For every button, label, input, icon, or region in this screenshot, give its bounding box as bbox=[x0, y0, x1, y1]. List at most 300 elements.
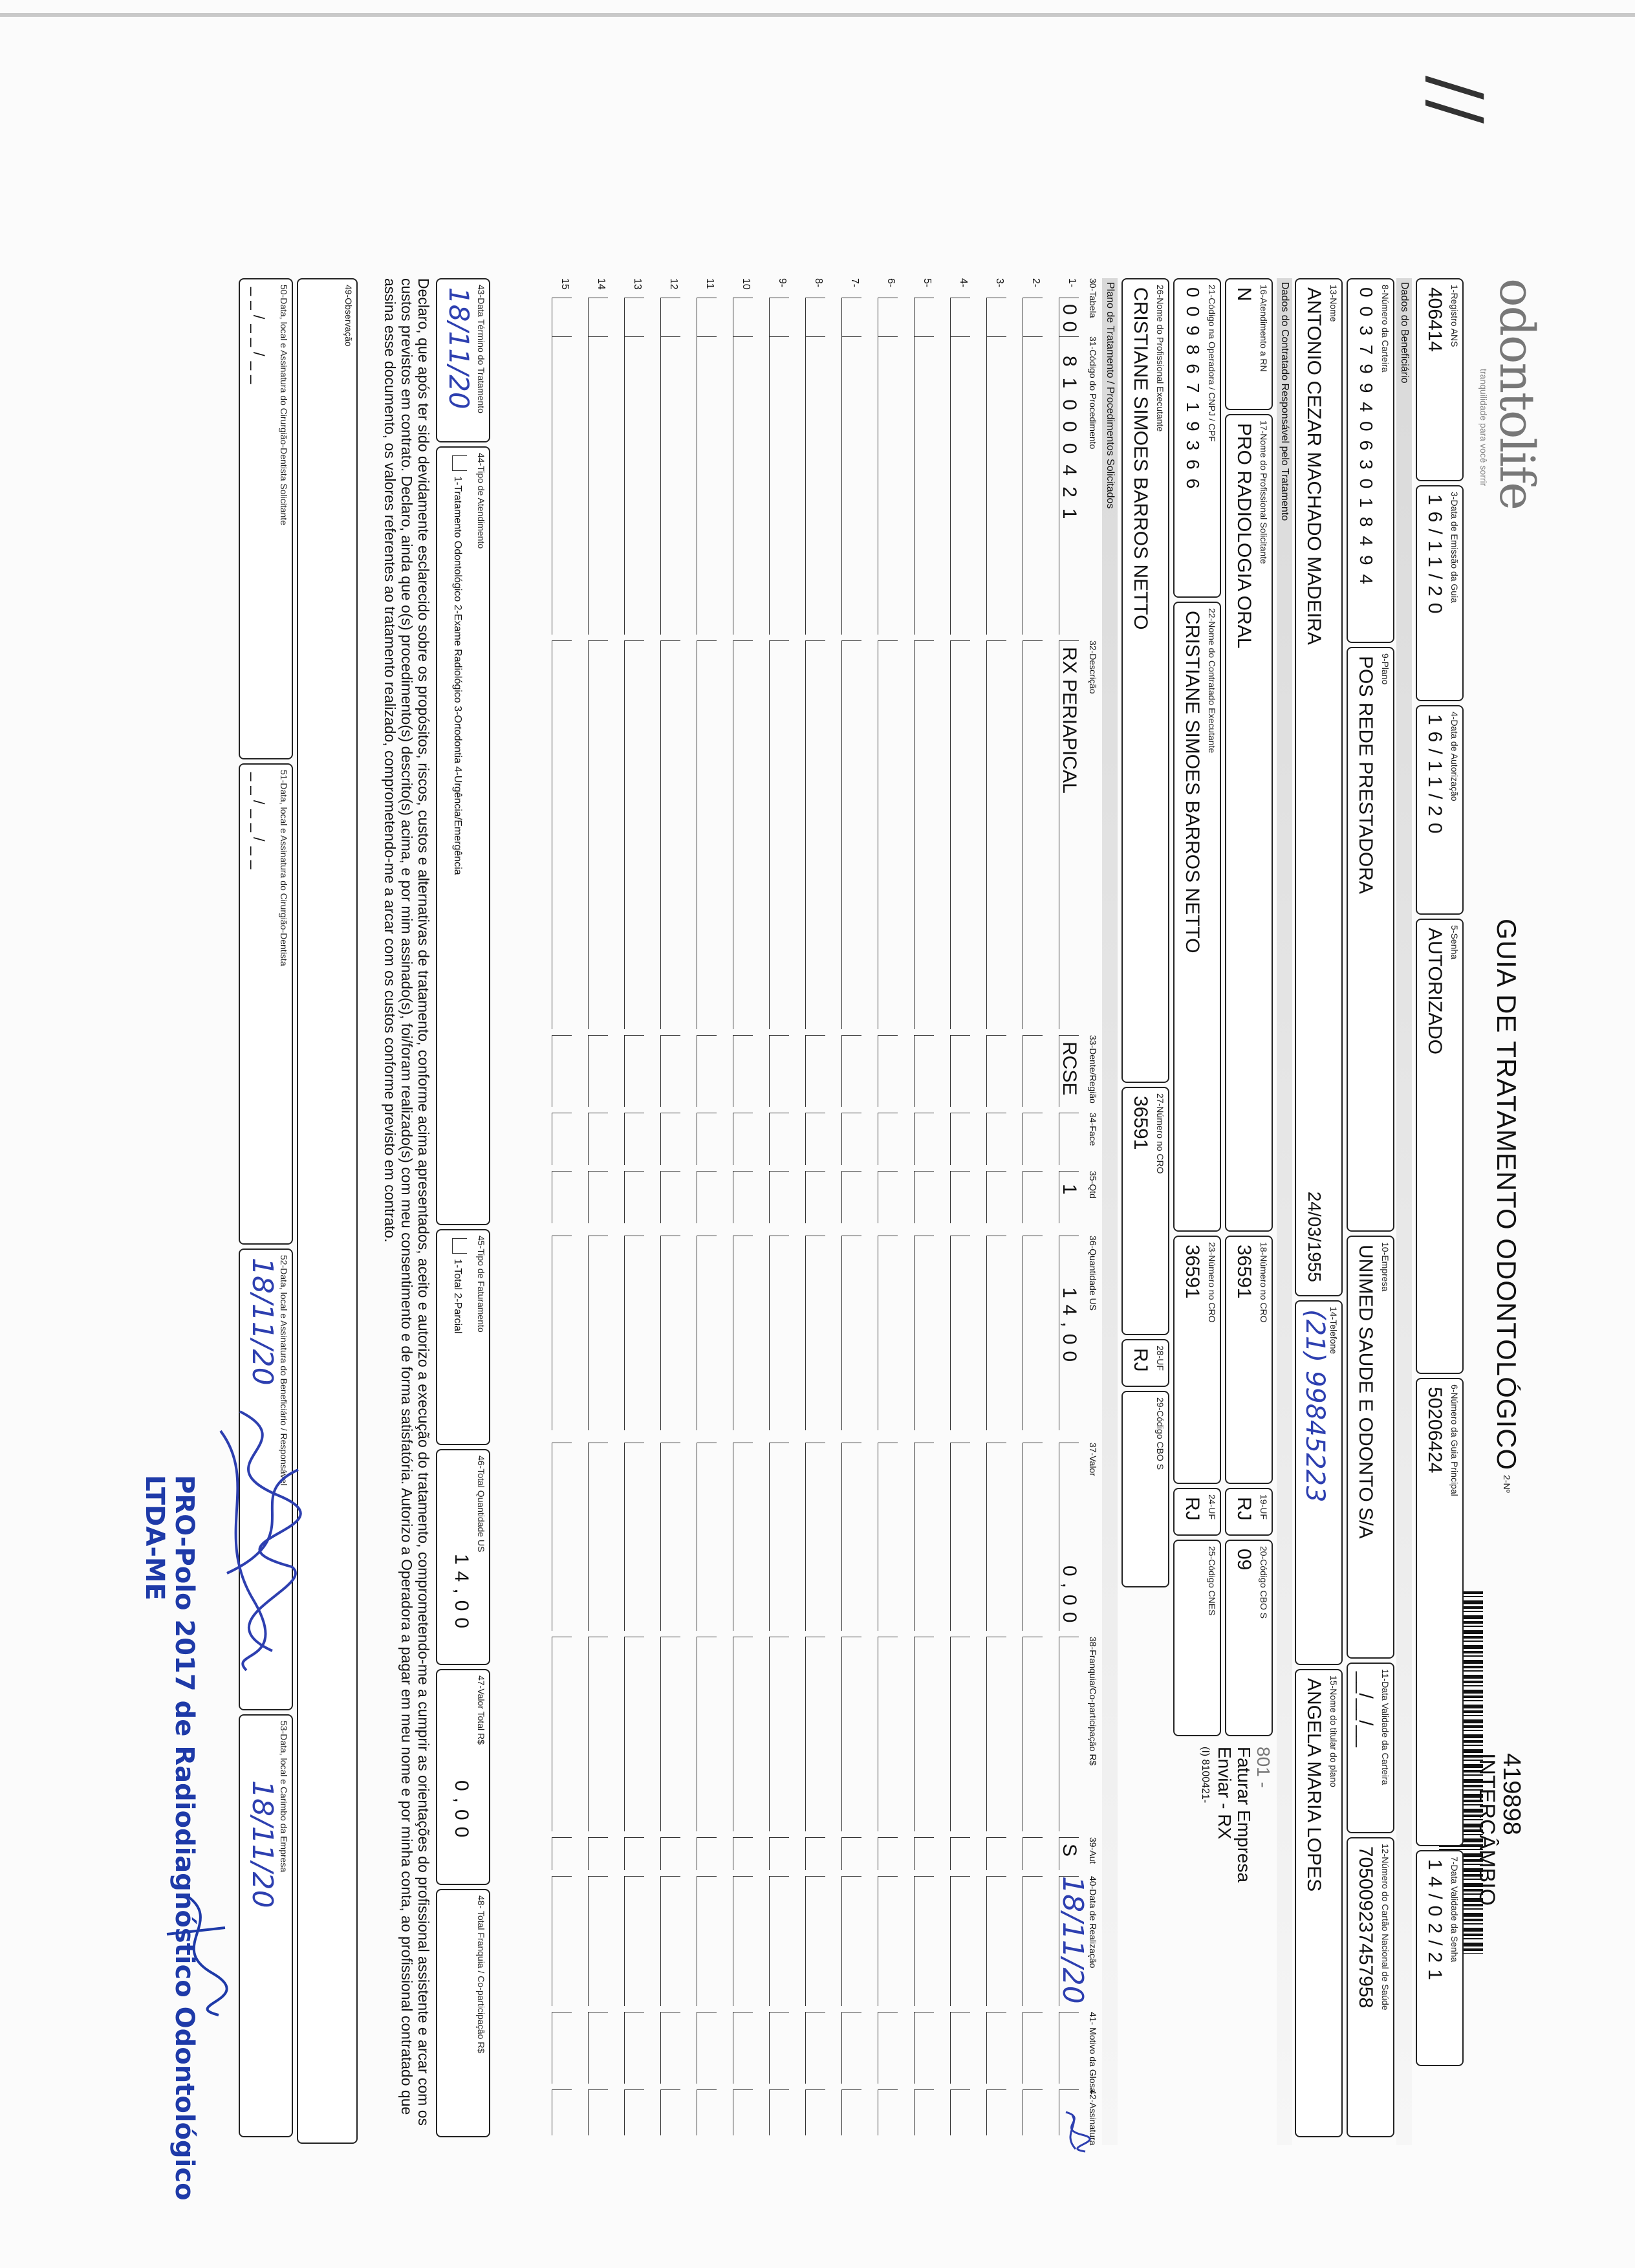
row-field-line[interactable] bbox=[878, 640, 898, 1029]
row-field-line[interactable] bbox=[986, 336, 1006, 635]
row1-dente-regiao[interactable]: RCSE bbox=[1059, 1041, 1080, 1096]
billing-note-procedure: (I) 8100421- bbox=[1200, 1747, 1211, 1804]
row-field-line[interactable] bbox=[805, 1171, 825, 1223]
row-field-line[interactable] bbox=[660, 336, 680, 635]
row-field-line[interactable] bbox=[986, 1837, 1006, 1870]
row-field-line[interactable] bbox=[950, 1113, 970, 1165]
row-field-line[interactable] bbox=[733, 1035, 753, 1107]
row-field-line[interactable] bbox=[733, 1443, 753, 1631]
row-field-line[interactable] bbox=[697, 1171, 717, 1223]
field-observacao[interactable]: 49-Observação bbox=[297, 278, 358, 2144]
row-field-line[interactable] bbox=[1023, 336, 1043, 635]
row1-data-realizacao[interactable]: 18/11/20 bbox=[1056, 1876, 1089, 2004]
row-field-line[interactable] bbox=[841, 1837, 861, 1870]
row-field-line[interactable] bbox=[697, 1837, 717, 1870]
row-field-line[interactable] bbox=[950, 2089, 970, 2135]
row-field-line[interactable] bbox=[733, 1236, 753, 1430]
row-field-line[interactable] bbox=[914, 1443, 934, 1631]
row-field-line[interactable] bbox=[733, 1113, 753, 1165]
row-field-line[interactable] bbox=[769, 1876, 789, 2006]
nome-value: ANTONIO CEZAR MACHADO MADEIRA bbox=[1303, 287, 1325, 645]
row-field-line[interactable] bbox=[697, 1113, 717, 1165]
row-field-line[interactable] bbox=[697, 298, 717, 337]
row1-codigo[interactable]: 81000421 bbox=[1059, 356, 1080, 530]
row-field-line[interactable] bbox=[1023, 1443, 1043, 1631]
field-uf-solicitante[interactable]: 19-UF RJ bbox=[1225, 1488, 1273, 1536]
row-field-line[interactable] bbox=[697, 1035, 717, 1107]
row-field-line[interactable] bbox=[588, 298, 608, 337]
row-field-line[interactable] bbox=[769, 298, 789, 337]
uf-solicitante-value: RJ bbox=[1233, 1497, 1255, 1521]
row-field-line[interactable] bbox=[986, 1876, 1006, 2006]
row-field-line[interactable] bbox=[660, 1837, 680, 1870]
row-field-line[interactable] bbox=[588, 1637, 608, 1831]
assinatura-solicitante-date: __/__/__ bbox=[250, 287, 267, 389]
row-field-line[interactable] bbox=[914, 298, 934, 337]
row-field-line[interactable] bbox=[588, 1171, 608, 1223]
contratado-executante-value: CRISTIANE SIMOES BARROS NETTO bbox=[1182, 611, 1203, 954]
row-field-line[interactable] bbox=[914, 1637, 934, 1831]
row-field-line[interactable] bbox=[697, 2089, 717, 2135]
row1-quantidade-us[interactable]: 14,00 bbox=[1059, 1287, 1080, 1369]
row-field-line[interactable] bbox=[914, 1837, 934, 1870]
data-autorizacao-value: 16/11/20 bbox=[1424, 714, 1446, 840]
row-field-line[interactable] bbox=[986, 298, 1006, 337]
field-plano[interactable]: 9-Plano POS REDE PRESTADORA bbox=[1347, 647, 1394, 1232]
row-field-line[interactable] bbox=[1023, 1113, 1043, 1165]
row-field-line[interactable] bbox=[552, 1443, 572, 1631]
row-field-line[interactable] bbox=[1059, 1113, 1079, 1165]
atendimento-rn-value: N bbox=[1233, 287, 1255, 301]
row-field-line[interactable] bbox=[878, 1113, 898, 1165]
form-title: GUIA DE TRATAMENTO ODONTOLÓGICO bbox=[1491, 919, 1522, 1471]
procedures-table bbox=[523, 278, 1118, 2146]
row-field-line[interactable] bbox=[624, 1171, 644, 1223]
row-field-line[interactable] bbox=[552, 1171, 572, 1223]
field-tipo-faturamento[interactable]: 45-Tipo de Faturamento 1-Total 2-Parcial bbox=[436, 1229, 490, 1445]
row1-descricao[interactable]: RX PERIAPICAL bbox=[1059, 647, 1080, 794]
row-field-line[interactable] bbox=[950, 1443, 970, 1631]
field-profissional-solicitante[interactable]: 17-Nome do Profissional Solicitante PRO RADIOLOGIA ORAL bbox=[1225, 414, 1273, 1232]
row-number: 12 bbox=[668, 278, 679, 290]
row-field-line[interactable] bbox=[1023, 2012, 1043, 2084]
field-senha[interactable]: 5-Senha AUTORIZADO bbox=[1416, 919, 1464, 1374]
row-field-line[interactable] bbox=[914, 1171, 934, 1223]
field-telefone[interactable]: 14-Telefone (21) 99845223 bbox=[1295, 1300, 1343, 1665]
row-field-line[interactable] bbox=[733, 640, 753, 1029]
row-field-line[interactable] bbox=[914, 1236, 934, 1430]
row-field-line[interactable] bbox=[588, 1236, 608, 1430]
row-field-line[interactable] bbox=[624, 1637, 644, 1831]
procedure-row[interactable] bbox=[839, 278, 868, 2141]
row-field-line[interactable] bbox=[805, 640, 825, 1029]
row-field-line[interactable] bbox=[1023, 1837, 1043, 1870]
procedure-row[interactable] bbox=[1057, 278, 1085, 2141]
odontolife-logo bbox=[1478, 278, 1544, 509]
row-field-line[interactable] bbox=[624, 1113, 644, 1165]
uf-executante-value: RJ bbox=[1130, 1348, 1151, 1372]
row-field-line[interactable] bbox=[624, 2012, 644, 2084]
row-field-line[interactable] bbox=[588, 1876, 608, 2006]
row-field-line[interactable] bbox=[660, 1236, 680, 1430]
procedure-row[interactable] bbox=[622, 278, 651, 2141]
row-field-line[interactable] bbox=[552, 298, 572, 337]
row-field-line[interactable] bbox=[733, 2012, 753, 2084]
col-valor: 37-Valor bbox=[1088, 1443, 1098, 1476]
row-field-line[interactable] bbox=[660, 640, 680, 1029]
row-field-line[interactable] bbox=[914, 640, 934, 1029]
row-field-line[interactable] bbox=[660, 1113, 680, 1165]
assinatura-beneficiario-date: 18/11/20 bbox=[246, 1258, 279, 1386]
row-field-line[interactable] bbox=[552, 2012, 572, 2084]
field-atendimento-rn[interactable]: 16-Atendimento a RN N bbox=[1225, 278, 1273, 410]
birth-date: 24/03/1955 bbox=[1305, 1191, 1325, 1282]
row-field-line[interactable] bbox=[841, 1876, 861, 2006]
row-field-line[interactable] bbox=[986, 2012, 1006, 2084]
row-field-line[interactable] bbox=[914, 1113, 934, 1165]
row-field-line[interactable] bbox=[1023, 2089, 1043, 2135]
procedure-row[interactable] bbox=[948, 278, 977, 2141]
row-field-line[interactable] bbox=[769, 1035, 789, 1107]
row-field-line[interactable] bbox=[841, 2089, 861, 2135]
row-field-line[interactable] bbox=[841, 1637, 861, 1831]
row-field-line[interactable] bbox=[769, 2089, 789, 2135]
field-data-termino[interactable]: 43-Data Término do Tratamento 18/11/20 bbox=[436, 278, 490, 442]
valor-total-value: 0,00 bbox=[451, 1780, 472, 1844]
row-number: 8- bbox=[813, 278, 824, 288]
field-total-franquia[interactable]: 48- Total Franquia / Co-participação R$ bbox=[436, 1889, 490, 2137]
row-field-line[interactable] bbox=[552, 1876, 572, 2006]
guide-number-label: 2-Nº bbox=[1502, 1475, 1512, 1493]
row-field-line[interactable] bbox=[805, 2089, 825, 2135]
field-cro-solicitante[interactable]: 18-Número no CRO 36591 bbox=[1225, 1236, 1273, 1484]
row-field-line[interactable] bbox=[624, 298, 644, 337]
row-field-line[interactable] bbox=[805, 1236, 825, 1430]
row-field-line[interactable] bbox=[552, 1837, 572, 1870]
empresa-value: UNIMED SAUDE E ODONTO S/A bbox=[1355, 1245, 1376, 1539]
row-field-line[interactable] bbox=[950, 336, 970, 635]
field-data-autorizacao[interactable]: 4-Data de Autorização 16/11/20 bbox=[1416, 705, 1464, 915]
row-field-line[interactable] bbox=[588, 640, 608, 1029]
row-field-line[interactable] bbox=[588, 1035, 608, 1107]
tipo-faturamento-options: 1-Total 2-Parcial bbox=[452, 1259, 463, 1334]
codigo-operadora-value: 00986719366 bbox=[1183, 287, 1203, 498]
row-field-line[interactable] bbox=[588, 1113, 608, 1165]
contractor-section bbox=[1273, 278, 1292, 2141]
row-field-line[interactable] bbox=[733, 1637, 753, 1831]
row-field-line[interactable] bbox=[660, 1443, 680, 1631]
row-field-line[interactable] bbox=[841, 336, 861, 635]
procedure-row[interactable] bbox=[550, 278, 578, 2141]
row-field-line[interactable] bbox=[914, 2089, 934, 2135]
row-field-line[interactable] bbox=[769, 336, 789, 635]
row-field-line[interactable] bbox=[588, 2012, 608, 2084]
field-valor-total[interactable]: 47-Valor Total R$ 0,00 bbox=[436, 1669, 490, 1885]
field-cartao-nacional-saude[interactable]: 12-Número do Cartão Nacional de Saúde 705009237457958 bbox=[1347, 1837, 1394, 2137]
row-field-line[interactable] bbox=[1059, 1171, 1079, 1223]
row-field-line[interactable] bbox=[950, 1876, 970, 2006]
field-profissional-executante[interactable]: 26-Nome do Profissional Executante CRISTIANE SIMOES BARROS NETTO bbox=[1121, 278, 1169, 1083]
senha-value: AUTORIZADO bbox=[1424, 928, 1446, 1055]
row-field-line[interactable] bbox=[986, 1443, 1006, 1631]
field-guia-principal[interactable]: 6-Número da Guia Principal 50206424 bbox=[1416, 1378, 1464, 1846]
row-field-line[interactable] bbox=[950, 640, 970, 1029]
col-descricao: 32-Descrição bbox=[1088, 640, 1098, 694]
logo-text: odontolife bbox=[1489, 278, 1544, 509]
assinatura-dentista-date: __/__/__ bbox=[250, 772, 267, 875]
row-field-line[interactable] bbox=[841, 1236, 861, 1430]
row-field-line[interactable] bbox=[624, 640, 644, 1029]
field-uf-executante[interactable]: 28-UF RJ bbox=[1121, 1339, 1169, 1387]
row-field-line[interactable] bbox=[1023, 1035, 1043, 1107]
row-field-line[interactable] bbox=[914, 1876, 934, 2006]
row-field-line[interactable] bbox=[841, 298, 861, 337]
row-field-line[interactable] bbox=[1023, 640, 1043, 1029]
row-field-line[interactable] bbox=[588, 1837, 608, 1870]
row-field-line[interactable] bbox=[986, 2089, 1006, 2135]
field-carimbo-empresa[interactable]: 53-Data, local e Carimbo da Empresa 18/11/20 bbox=[239, 1714, 293, 2137]
row-field-line[interactable] bbox=[878, 1236, 898, 1430]
row-field-line[interactable] bbox=[986, 1637, 1006, 1831]
row-number: 14 bbox=[596, 278, 607, 290]
field-cnes[interactable]: 25-Código CNES bbox=[1173, 1540, 1221, 1736]
row-number: 2- bbox=[1030, 278, 1041, 288]
row-field-line[interactable] bbox=[1023, 1171, 1043, 1223]
row-field-line[interactable] bbox=[624, 1443, 644, 1631]
field-registro-ans[interactable]: 1-Registro ANS 406414 bbox=[1416, 278, 1464, 481]
row-field-line[interactable] bbox=[552, 2089, 572, 2135]
col-codigo: 31-Código do Procedimento bbox=[1088, 336, 1098, 450]
row-field-line[interactable] bbox=[660, 2089, 680, 2135]
row-field-line[interactable] bbox=[552, 336, 572, 635]
row-field-line[interactable] bbox=[986, 1035, 1006, 1107]
tipo-faturamento-checkbox[interactable] bbox=[452, 1238, 467, 1254]
row-field-line[interactable] bbox=[878, 1443, 898, 1631]
row-field-line[interactable] bbox=[805, 1637, 825, 1831]
row-field-line[interactable] bbox=[660, 1876, 680, 2006]
row-field-line[interactable] bbox=[914, 336, 934, 635]
procedure-row[interactable] bbox=[767, 278, 796, 2141]
row-field-line[interactable] bbox=[769, 1837, 789, 1870]
row-field-line[interactable] bbox=[624, 336, 644, 635]
row-field-line[interactable] bbox=[769, 1443, 789, 1631]
row-field-line[interactable] bbox=[552, 1113, 572, 1165]
field-numero-carteira[interactable]: 8-Número da Carteira 0037994063018494 bbox=[1347, 278, 1394, 643]
row-field-line[interactable] bbox=[878, 1035, 898, 1107]
row-field-line[interactable] bbox=[805, 1113, 825, 1165]
row-field-line[interactable] bbox=[697, 336, 717, 635]
row-field-line[interactable] bbox=[769, 1236, 789, 1430]
row-field-line[interactable] bbox=[552, 640, 572, 1029]
row-field-line[interactable] bbox=[1023, 1637, 1043, 1831]
row-field-line[interactable] bbox=[841, 2012, 861, 2084]
row-field-line[interactable] bbox=[878, 2012, 898, 2084]
row-field-line[interactable] bbox=[950, 1837, 970, 1870]
row1-aut[interactable]: S bbox=[1059, 1844, 1080, 1857]
row-field-line[interactable] bbox=[769, 1171, 789, 1223]
row1-qtd[interactable]: 1 bbox=[1059, 1184, 1080, 1195]
row-field-line[interactable] bbox=[697, 1236, 717, 1430]
row-field-line[interactable] bbox=[805, 1443, 825, 1631]
col-assinatura: 42-Assinatura bbox=[1088, 2089, 1098, 2146]
row-field-line[interactable] bbox=[769, 1113, 789, 1165]
row-field-line[interactable] bbox=[841, 1171, 861, 1223]
row-field-line[interactable] bbox=[914, 2012, 934, 2084]
field-titular-plano[interactable]: 15-Nome do titular do plano ANGELA MARIA LOPES bbox=[1295, 1669, 1343, 2137]
field-uf-contratado[interactable]: 24-UF RJ bbox=[1173, 1488, 1221, 1536]
row-field-line[interactable] bbox=[841, 640, 861, 1029]
field-assinatura-dentista[interactable]: 51-Data, local e Assinatura do Cirurgião-Dentista __/__/__ bbox=[239, 763, 293, 1245]
row-field-line[interactable] bbox=[841, 1443, 861, 1631]
row-field-line[interactable] bbox=[878, 1837, 898, 1870]
field-validade-carteira[interactable]: 11-Data Validade da Carteira __/__/__ bbox=[1347, 1663, 1394, 1833]
row-number: 6- bbox=[885, 278, 896, 288]
row-field-line[interactable] bbox=[552, 1236, 572, 1430]
numero-carteira-value: 0037994063018494 bbox=[1356, 287, 1376, 594]
registro-ans-value: 406414 bbox=[1424, 287, 1446, 353]
row-field-line[interactable] bbox=[1023, 298, 1043, 337]
row-field-line[interactable] bbox=[1059, 2012, 1079, 2084]
row-field-line[interactable] bbox=[950, 298, 970, 337]
row-field-line[interactable] bbox=[878, 1171, 898, 1223]
col-dente-regiao: 33-Dente/Região bbox=[1088, 1035, 1098, 1104]
row1-valor[interactable]: 0,00 bbox=[1059, 1565, 1080, 1630]
row-field-line[interactable] bbox=[986, 640, 1006, 1029]
row-field-line[interactable] bbox=[624, 1876, 644, 2006]
row-field-line[interactable] bbox=[805, 1876, 825, 2006]
row-field-line[interactable] bbox=[878, 2089, 898, 2135]
row-field-line[interactable] bbox=[733, 1171, 753, 1223]
row-field-line[interactable] bbox=[697, 1876, 717, 2006]
field-empresa[interactable]: 10-Empresa UNIMED SAUDE E ODONTO S/A bbox=[1347, 1236, 1394, 1659]
cro-solicitante-value: 36591 bbox=[1233, 1245, 1255, 1299]
row-field-line[interactable] bbox=[805, 1035, 825, 1107]
row-field-line[interactable] bbox=[552, 1637, 572, 1831]
procedure-row[interactable] bbox=[658, 278, 687, 2141]
row-field-line[interactable] bbox=[697, 640, 717, 1029]
row-field-line[interactable] bbox=[1023, 1236, 1043, 1430]
row-field-line[interactable] bbox=[986, 1236, 1006, 1430]
billing-note-code: 801 - bbox=[1253, 1747, 1273, 1788]
row-field-line[interactable] bbox=[660, 298, 680, 337]
row-field-line[interactable] bbox=[660, 1171, 680, 1223]
row-field-line[interactable] bbox=[878, 1876, 898, 2006]
row-field-line[interactable] bbox=[733, 336, 753, 635]
procedure-row[interactable] bbox=[912, 278, 940, 2141]
row-field-line[interactable] bbox=[624, 1236, 644, 1430]
row-field-line[interactable] bbox=[624, 1837, 644, 1870]
field-codigo-operadora[interactable]: 21-Código na Operadora / CNPJ / CPF 00986719366 bbox=[1173, 278, 1221, 598]
tipo-atendimento-checkbox[interactable] bbox=[452, 455, 467, 471]
procedure-row[interactable] bbox=[731, 278, 759, 2141]
row-field-line[interactable] bbox=[660, 2012, 680, 2084]
row-field-line[interactable] bbox=[1023, 1876, 1043, 2006]
row-field-line[interactable] bbox=[1059, 1637, 1079, 1831]
row-field-line[interactable] bbox=[841, 1035, 861, 1107]
carimbo-empresa-date: 18/11/20 bbox=[246, 1780, 279, 1908]
row1-tabela[interactable]: 00 bbox=[1059, 304, 1080, 339]
row-field-line[interactable] bbox=[588, 2089, 608, 2135]
row-field-line[interactable] bbox=[914, 1035, 934, 1107]
scribble-signature-icon bbox=[1053, 2109, 1092, 2154]
row-field-line[interactable] bbox=[950, 1637, 970, 1831]
col-motivo-glosa: 41- Motivo da Glosa bbox=[1088, 2012, 1098, 2093]
col-tabela: 30-Tabela bbox=[1088, 278, 1098, 318]
beneficiary-section-title: Dados do Beneficiário bbox=[1396, 278, 1412, 2145]
field-contratado-executante[interactable]: 22-Nome do Contratado Executante CRISTIANE SIMOES BARROS NETTO bbox=[1173, 602, 1221, 1232]
row-field-line[interactable] bbox=[624, 1035, 644, 1107]
row-field-line[interactable] bbox=[624, 2089, 644, 2135]
row-field-line[interactable] bbox=[805, 1837, 825, 1870]
procedure-row[interactable] bbox=[876, 278, 904, 2141]
row-field-line[interactable] bbox=[769, 640, 789, 1029]
field-cbo-executante[interactable]: 29-Código CBO S bbox=[1121, 1391, 1169, 1587]
row-field-line[interactable] bbox=[805, 298, 825, 337]
row-field-line[interactable] bbox=[552, 1035, 572, 1107]
row-field-line[interactable] bbox=[950, 1035, 970, 1107]
field-validade-senha[interactable]: 7-Data Validade da Senha 14/02/21 bbox=[1416, 1850, 1464, 2066]
row-field-line[interactable] bbox=[733, 298, 753, 337]
procedure-row[interactable] bbox=[803, 278, 832, 2141]
row-field-line[interactable] bbox=[878, 336, 898, 635]
field-cro-contratado[interactable]: 23-Número no CRO 36591 bbox=[1173, 1236, 1221, 1484]
row-field-line[interactable] bbox=[769, 2012, 789, 2084]
row-field-line[interactable] bbox=[986, 1171, 1006, 1223]
field-cbo-solicitante[interactable]: 20-Código CBO S 09 bbox=[1225, 1540, 1273, 1736]
row-field-line[interactable] bbox=[805, 2012, 825, 2084]
row-field-line[interactable] bbox=[660, 1637, 680, 1831]
row-field-line[interactable] bbox=[805, 336, 825, 635]
page-mark: // bbox=[1415, 75, 1499, 124]
row-field-line[interactable] bbox=[950, 1171, 970, 1223]
row-field-line[interactable] bbox=[588, 1443, 608, 1631]
row-field-line[interactable] bbox=[733, 1837, 753, 1870]
row-field-line[interactable] bbox=[841, 1113, 861, 1165]
logo-tagline: tranquilidade para você sorrir bbox=[1478, 369, 1489, 486]
procedure-row[interactable] bbox=[984, 278, 1013, 2141]
col-data-realizacao: 40-Data de Realização bbox=[1088, 1876, 1098, 1968]
field-total-quantidade-us[interactable]: 46-Total Quantidade US 14,00 bbox=[436, 1449, 490, 1665]
field-nome[interactable]: 13-Nome ANTONIO CEZAR MACHADO MADEIRA 24/03/1955 bbox=[1295, 278, 1343, 1296]
row-field-line[interactable] bbox=[660, 1035, 680, 1107]
cbo-solicitante-value: 09 bbox=[1233, 1549, 1255, 1571]
procedure-row[interactable] bbox=[1021, 278, 1049, 2141]
row-field-line[interactable] bbox=[697, 2012, 717, 2084]
field-assinatura-solicitante[interactable]: 50-Data, local e Assinatura do Cirurgião-Dentista Solicitante __/__/__ bbox=[239, 278, 293, 759]
row-number: 4- bbox=[958, 278, 969, 288]
row-field-line[interactable] bbox=[697, 1443, 717, 1631]
row-field-line[interactable] bbox=[588, 336, 608, 635]
field-cro-executante[interactable]: 27-Número no CRO 36591 bbox=[1121, 1087, 1169, 1335]
row-field-line[interactable] bbox=[697, 1637, 717, 1831]
row-field-line[interactable] bbox=[986, 1113, 1006, 1165]
row-field-line[interactable] bbox=[878, 1637, 898, 1831]
plano-value: POS REDE PRESTADORA bbox=[1355, 656, 1376, 894]
row-field-line[interactable] bbox=[733, 1876, 753, 2006]
row-number: 15 bbox=[559, 278, 570, 290]
row-number: 9- bbox=[777, 278, 788, 288]
row-field-line[interactable] bbox=[769, 1637, 789, 1831]
field-assinatura-beneficiario[interactable]: 52-Data, local e Assinatura do Beneficiário / Responsável 18/11/20 bbox=[239, 1248, 293, 1710]
field-data-emissao[interactable]: 3-Data de Emissão da Guia 16/11/20 bbox=[1416, 485, 1464, 701]
row-field-line[interactable] bbox=[950, 1236, 970, 1430]
row-field-line[interactable] bbox=[950, 2012, 970, 2084]
row-field-line[interactable] bbox=[878, 298, 898, 337]
procedure-row[interactable] bbox=[695, 278, 723, 2141]
field-tipo-atendimento[interactable]: 44-Tipo de Atendimento 1-Tratamento Odontológico 2-Exame Radiológico 3-Ortodontia 4-Urgência/Emergência bbox=[436, 446, 490, 1225]
procedure-row[interactable] bbox=[586, 278, 614, 2141]
row-field-line[interactable] bbox=[733, 2089, 753, 2135]
